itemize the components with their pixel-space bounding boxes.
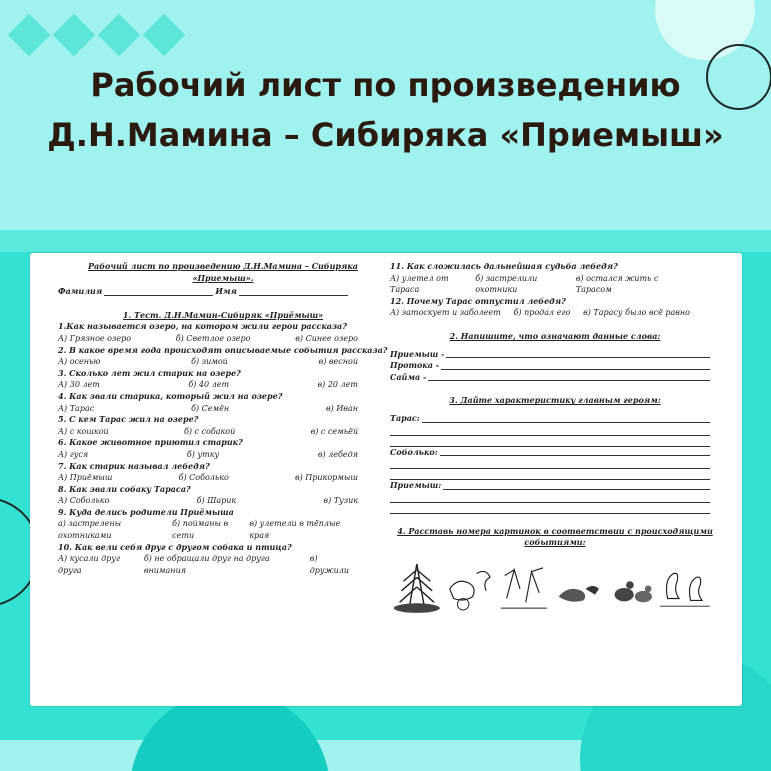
answer-option[interactable]: б) пойманы в сети [172,519,229,541]
word-definitions [390,349,720,384]
page-title: Рабочий лист по произведению Д.Н.Мамина – Сибиряка «Приемыш» [47,66,724,154]
word-row [390,360,720,372]
word-label: Сайма - [390,371,427,382]
answer-option[interactable]: б) продал его [513,308,571,318]
name-label: Имя [215,286,237,297]
hero-answer-field[interactable] [422,422,710,423]
answer-option[interactable]: А) затоскует и заболеет [390,308,501,318]
dog-bird-picture [551,559,605,615]
hero-label: Приемыш: [390,480,442,491]
answer-options [58,379,388,391]
answer-option[interactable]: б) Семён [191,403,230,413]
question-item [58,437,388,460]
answer-option[interactable]: в) улетели в тёплые края [249,519,341,541]
hero-answer-field[interactable] [443,489,710,490]
hero-label: Тарас: [390,412,420,423]
decor-diamond [8,14,50,56]
word-row [390,372,720,384]
question-item [390,261,720,296]
question-item [58,345,388,368]
background-band-top [0,230,771,252]
question-text: 12. Почему Тарас отпустил лебедя? [390,295,566,306]
worksheet-right-column [390,261,720,615]
answer-options [58,403,388,415]
answer-options [58,449,388,461]
flying-swans-picture [497,559,551,615]
answer-option[interactable]: А) Приёмыш [58,473,113,483]
answer-option[interactable]: б) 40 лет [188,380,230,390]
hero-row [390,413,720,425]
answer-option[interactable]: в) с семьёй [310,426,358,436]
hero-answer-line[interactable] [390,425,710,436]
hero-label: Соболько: [390,446,438,457]
answer-option[interactable]: б) застрелили охотники [475,273,538,295]
picture-strip [390,559,720,615]
word-answer-field[interactable] [428,380,710,381]
answer-options [390,273,720,296]
answer-option[interactable]: в) лебедя [317,449,358,459]
hero-answer-field[interactable] [440,455,710,456]
answer-option[interactable]: б) Шарик [196,496,237,506]
word-label: Протока - [390,360,439,371]
hero-answer-line[interactable] [390,458,710,469]
answer-option[interactable]: б) Соболько [178,473,229,483]
question-text: 5. С кем Тарас жил на озере? [58,414,199,425]
name-field[interactable] [239,295,348,296]
question-item [58,321,388,344]
question-text: 6. Какое животное приютил старик? [58,437,243,448]
answer-option[interactable]: в) Иван [326,403,358,413]
answer-option[interactable]: А) осенью [58,357,101,367]
decor-diamond [98,14,140,56]
hero-answer-line[interactable] [390,436,710,447]
worksheet [30,253,742,706]
answer-option[interactable]: А) улетел от Тараса [390,273,449,295]
question-item [58,461,388,484]
word-row [390,349,720,361]
question-text: 10. Как вели себя друг с другом собака и птица? [58,541,292,552]
answer-option[interactable]: А) кусали друг друга [58,554,121,575]
question-item [58,484,388,507]
family-field[interactable] [104,295,213,296]
answer-option[interactable]: А) Тарас [58,403,95,413]
answer-option[interactable]: А) Соболько [58,496,110,506]
answer-option[interactable]: в) Синее озеро [295,333,358,343]
answer-option[interactable]: А) Грязное озеро [58,333,132,343]
section2-title: 2. Напишите, что означают данные слова: [449,330,661,341]
ducks-picture [605,559,659,615]
answer-options [58,333,388,345]
hero-answer-line[interactable] [390,503,710,514]
answer-options [58,426,388,438]
answer-option[interactable]: в) Прикормыш [294,473,358,483]
section4-title: 4. Расставь номера картинок в соответствии с происходящими событиями: [397,525,713,548]
answer-option[interactable]: А) 30 лет [58,380,100,390]
question-text: 2. В какое время года происходят описываемые события рассказа? [58,344,388,355]
answer-options [58,518,388,541]
family-label: Фамилия [58,286,103,297]
question-text: 11. Как сложилась дальнейшая судьба лебедя? [390,261,618,271]
answer-option[interactable]: б) не обращали друг на друга внимания [143,554,270,575]
word-answer-field[interactable] [441,369,710,370]
hero-row [390,447,720,459]
answer-option[interactable]: А) с кошкой [58,426,109,436]
question-item [58,507,388,542]
word-answer-field[interactable] [446,357,710,358]
decor-diamond [53,14,95,56]
answer-option[interactable]: б) утку [186,449,220,459]
question-item [58,414,388,437]
answer-options [58,495,388,507]
question-item [58,391,388,414]
hero-characteristics [390,413,720,514]
answer-options [58,553,388,576]
answer-option[interactable]: б) с собакой [183,426,236,436]
answer-option[interactable]: в) дружили [309,554,350,575]
question-text: 3. Сколько лет жил старик на озере? [58,367,241,378]
worksheet-left-column [58,261,388,576]
answer-options [390,307,720,319]
question-text: 9. Куда делись родители Приёмыша [58,506,234,517]
hero-answer-line[interactable] [390,492,710,503]
question-text: 4. Как звали старика, который жил на озере? [58,390,283,401]
question-text: 1.Как называется озеро, на котором жили герои рассказа? [58,321,347,332]
answer-option[interactable]: в) остался жить с Тарасом [575,273,659,295]
answer-option[interactable]: а) застрелены охотниками [58,519,122,541]
question-item [58,542,388,577]
section1-title: 1. Тест. Д.Н.Мамин-Сибиряк «Приёмыш» [122,309,324,320]
dog-swan-picture [444,559,498,615]
decor-diamond [143,14,185,56]
name-fields [58,286,388,298]
word-label: Приемыш - [390,348,445,359]
question-item [390,296,720,319]
tree-pond-picture [390,559,444,615]
hero-row [390,480,720,492]
answer-options [58,472,388,484]
answer-options [58,356,388,368]
test-questions-continued [390,261,720,319]
answer-option[interactable]: в) 20 лет [317,380,358,390]
test-questions [58,321,388,576]
hero-answer-line[interactable] [390,469,710,480]
question-text: 7. Как старик называл лебедя? [58,460,210,471]
answer-option[interactable]: в) Тузик [323,496,358,506]
answer-option[interactable]: в) весной [318,357,358,367]
answer-option[interactable]: б) зимой [191,357,228,367]
question-text: 8. Как звали собаку Тараса? [58,483,191,494]
answer-option[interactable]: А) гуся [58,449,89,459]
section3-title: 3. Дайте характеристику главным героям: [449,395,661,406]
worksheet-header: Рабочий лист по произведению Д.Н.Мамина – Сибиряка «Приемыш». [88,261,358,283]
question-item [58,368,388,391]
swans-lake-picture [658,559,712,615]
answer-option[interactable]: б) Светлое озеро [175,333,251,343]
answer-option[interactable]: в) Тарасу было всё равно [583,308,690,318]
